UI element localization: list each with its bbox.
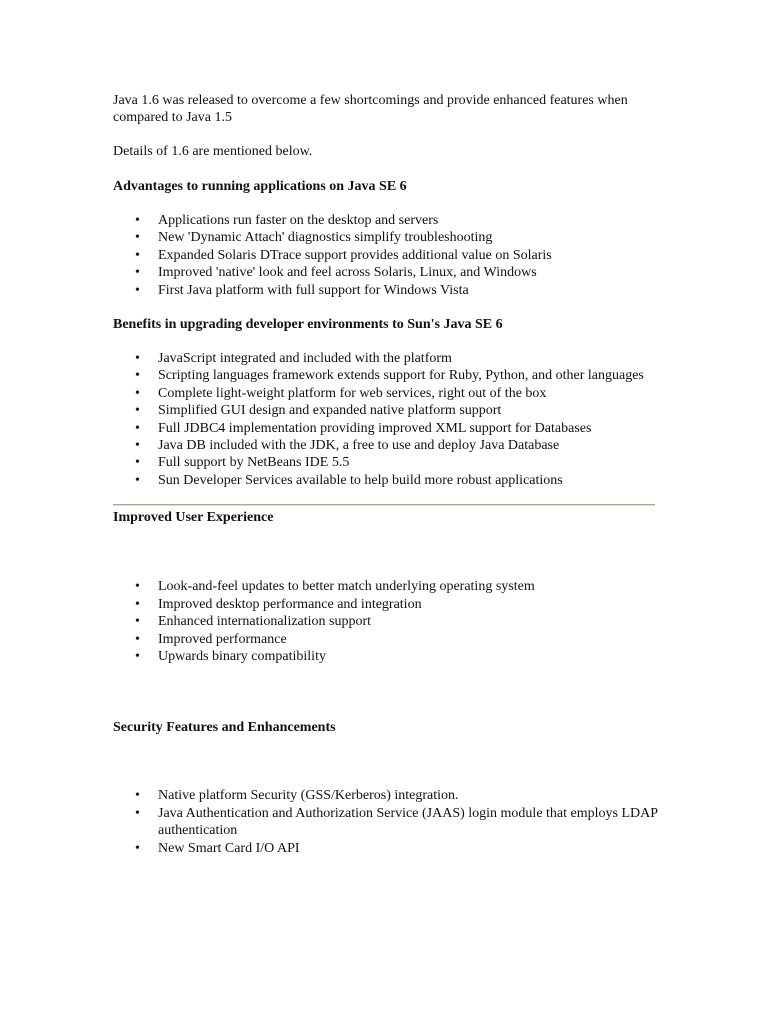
section-heading-advantages: Advantages to running applications on Java SE 6	[113, 179, 407, 194]
security-list	[113, 787, 673, 857]
list-item: • Enhanced internationalization support	[113, 613, 673, 630]
list-item: • Java DB included with the JDK, a free to use and deploy Java Database	[113, 437, 673, 454]
list-item: • First Java platform with full support for Windows Vista	[113, 282, 673, 299]
section-heading-user-experience: Improved User Experience	[113, 510, 274, 526]
list-item: • Expanded Solaris DTrace support provides additional value on Solaris	[113, 247, 673, 264]
list-item: • New Smart Card I/O API	[113, 840, 673, 857]
section-heading-benefits: Benefits in upgrading developer environments to Sun's Java SE 6	[113, 317, 503, 333]
list-item: • JavaScript integrated and included with the platform	[113, 350, 673, 367]
horizontal-divider	[113, 504, 655, 506]
user-experience-list	[113, 578, 673, 665]
list-item: • Improved performance	[113, 631, 673, 648]
list-item: • Look-and-feel updates to better match underlying operating system	[113, 578, 673, 595]
list-item: • Full support by NetBeans IDE 5.5	[113, 454, 673, 471]
list-item: • Applications run faster on the desktop and servers	[113, 212, 673, 229]
details-paragraph: Details of 1.6 are mentioned below.	[113, 144, 313, 159]
list-item: • Simplified GUI design and expanded native platform support	[113, 402, 673, 419]
list-item: • Complete light-weight platform for web services, right out of the box	[113, 385, 673, 402]
intro-paragraph: Java 1.6 was released to overcome a few shortcomings and provide enhanced features when compared to Java 1.5	[113, 93, 628, 125]
document-page	[113, 92, 673, 857]
list-item: • Native platform Security (GSS/Kerberos) integration.	[113, 787, 673, 804]
list-item: • Improved desktop performance and integration	[113, 596, 673, 613]
section-heading-security: Security Features and Enhancements	[113, 720, 336, 736]
list-item: • Scripting languages framework extends support for Ruby, Python, and other languages	[113, 367, 673, 384]
list-item: • Java Authentication and Authorization Service (JAAS) login module that employs LDAP authentication	[113, 805, 673, 840]
list-item: • Improved 'native' look and feel across Solaris, Linux, and Windows	[113, 264, 673, 281]
benefits-list	[113, 350, 673, 489]
list-item: • Sun Developer Services available to help build more robust applications	[113, 472, 673, 489]
list-item: • Upwards binary compatibility	[113, 648, 673, 665]
list-item: • New 'Dynamic Attach' diagnostics simplify troubleshooting	[113, 229, 673, 246]
list-item: • Full JDBC4 implementation providing improved XML support for Databases	[113, 420, 673, 437]
advantages-list	[113, 212, 673, 299]
